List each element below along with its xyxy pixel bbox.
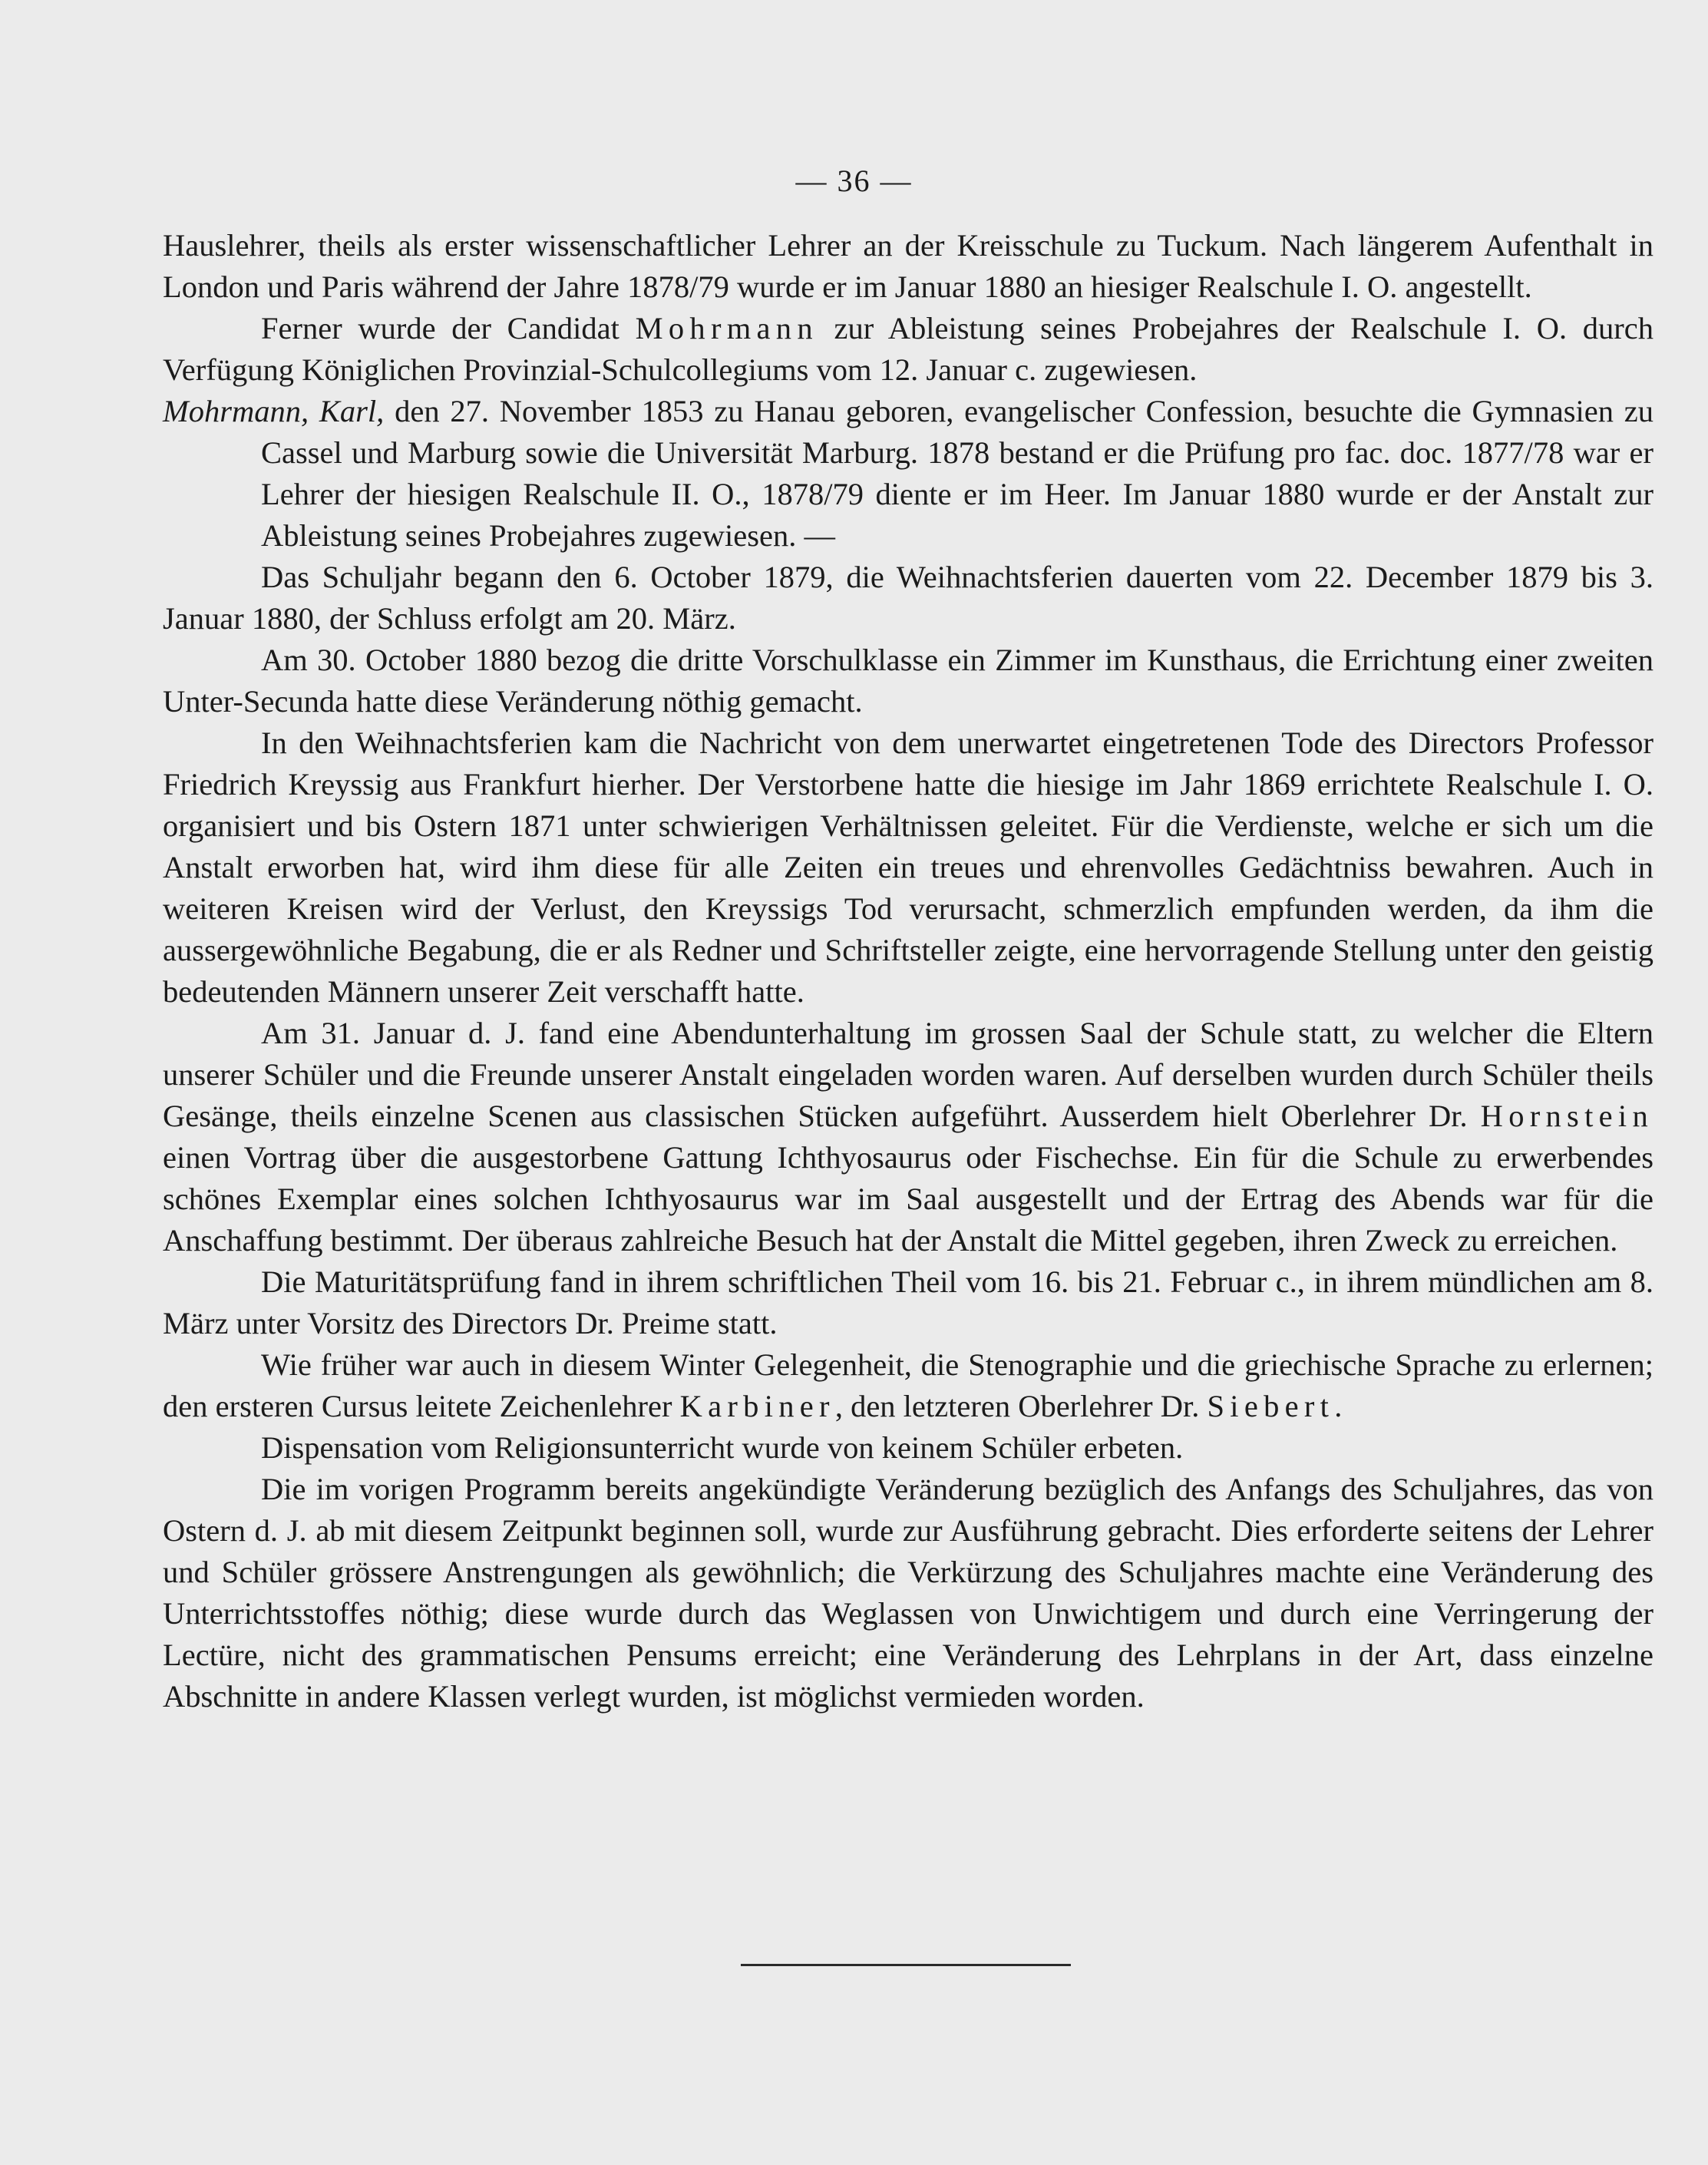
name-mohrmann: Mohrmann [635, 311, 818, 345]
paragraph-5: Am 30. October 1880 bezog die dritte Vorschulklasse ein Zimmer im Kunsthaus, die Errichtung einer zweiten Unter-Secunda hatte diese Veränderung nöthig gemacht. [163, 643, 1653, 719]
paragraph-6: In den Weihnachtsferien kam die Nachricht von dem unerwartet eingetretenen Tode des Directors Professor Friedrich Kreyssig aus Frankfurt hierher. Der Verstorbene hatte die hiesige im Jahr 1869 errichtete Realschule I. O. organisiert und bis Ostern 1871 unter schwierigen Verhältnissen geleitet. Für die Verdienste, welche er sich um die Anstalt erworben hat, wird ihm diese für alle Zeiten ein treues und ehrenvolles Gedächtniss bewahren. Auch in weiteren Kreisen wird der Verlust, den Kreyssigs Tod verursacht, schmerzlich empfunden werden, da ihm die aussergewöhnliche Begabung, die er als Redner und Schriftsteller zeigte, eine hervorragende Stellung unter den geistig bedeutenden Männern unserer Zeit verschafft hatte. [163, 726, 1653, 1009]
paragraph-1: Hauslehrer, theils als erster wissenschaftlicher Lehrer an der Kreisschule zu Tuckum. Nach längerem Aufenthalt in London und Paris während der Jahre 1878/79 wurde er im Januar 1880 an hiesiger Realschule I. O. angestellt. [163, 228, 1653, 304]
name-siebert: Siebert [1207, 1389, 1335, 1423]
paragraph-3-biography: Mohrmann, Karl, den 27. November 1853 zu Hanau geboren, evangelischer Confession, besuchte die Gymnasien zu Cassel und Marburg sowie die Universität Marburg. 1878 bestand er die Prüfung pro fac. doc. 1877/78 war er Lehrer der hiesigen Realschule II. O., 1878/79 diente er im Heer. Im Januar 1880 wurde er der Anstalt zur Ableistung seines Probejahres zugewiesen. — [163, 394, 1653, 553]
paragraph-9: Wie früher war auch in diesem Winter Gelegenheit, die Stenographie und die griechische Sprache zu erlernen; den ersteren Cursus leitete Zeichenlehrer Karbiner, den letzteren Oberlehrer Dr. Siebert. [163, 1347, 1653, 1423]
paragraph-2: Ferner wurde der Candidat Mohrmann zur Ableistung seines Probejahres der Realschule I. O. durch Verfügung Königlichen Provinzial-Schulcollegiums vom 12. Januar c. zugewiesen. [163, 311, 1653, 387]
closing-rule [741, 1964, 1071, 1966]
name-hornstein: Hornstein [1480, 1099, 1653, 1133]
page-number: — 36 — [795, 164, 913, 198]
paragraph-7: Am 31. Januar d. J. fand eine Abendunterhaltung im grossen Saal der Schule statt, zu welcher die Eltern unserer Schüler und die Freunde unserer Anstalt eingeladen worden waren. Auf derselben wurden durch Schüler theils Gesänge, theils einzelne Scenen aus classischen Stücken aufgeführt. Ausserdem hielt Oberlehrer Dr. Hornstein einen Vortrag über die ausgestorbene Gattung Ichthyosaurus oder Fischechse. Ein für die Schule zu erwerbendes schönes Exemplar eines solchen Ichthyosaurus war im Saal ausgestellt und der Ertrag des Abends war für die Anschaffung bestimmt. Der überaus zahlreiche Besuch hat der Anstalt die Mittel gegeben, ihren Zweck zu erreichen. [163, 1016, 1653, 1258]
name-karbiner: Karbiner [679, 1389, 835, 1423]
body-text [163, 225, 1653, 1717]
paragraph-10: Dispensation vom Religionsunterricht wurde von keinem Schüler erbeten. [261, 1430, 1184, 1465]
paragraph-11: Die im vorigen Programm bereits angekündigte Veränderung bezüglich des Anfangs des Schuljahres, das von Ostern d. J. ab mit diesem Zeitpunkt beginnen soll, wurde zur Ausführung gebracht. Dies erforderte seitens der Lehrer und Schüler grössere Anstrengungen als gewöhnlich; die Verkürzung des Schuljahres machte eine Veränderung des Unterrichtsstoffes nöthig; diese wurde durch das Weglassen von Unwichtigem und durch eine Verringerung der Lectüre, nicht des grammatischen Pensums erreicht; eine Veränderung des Lehrplans in der Art, dass einzelne Abschnitte in andere Klassen verlegt wurden, ist möglichst vermieden worden. [163, 1472, 1653, 1714]
paragraph-8: Die Maturitätsprüfung fand in ihrem schriftlichen Theil vom 16. bis 21. Februar c., in ihrem mündlichen am 8. März unter Vorsitz des Directors Dr. Preime statt. [163, 1264, 1653, 1340]
biography-name: Mohrmann, Karl, [163, 394, 385, 428]
paragraph-4: Das Schuljahr begann den 6. October 1879, die Weihnachtsferien dauerten vom 22. December 1879 bis 3. Januar 1880, der Schluss erfolgt am 20. März. [163, 560, 1653, 636]
